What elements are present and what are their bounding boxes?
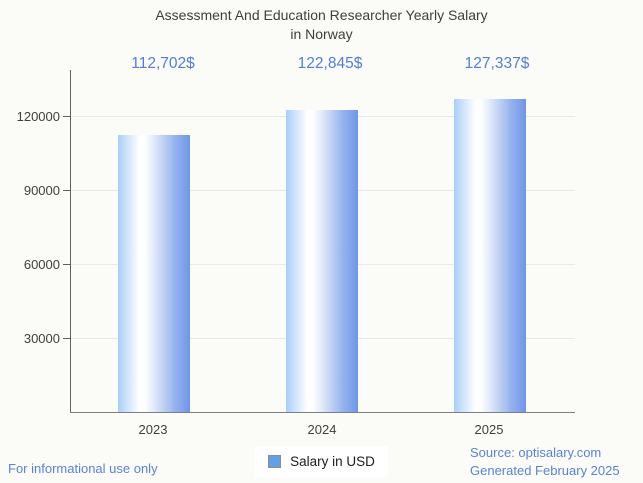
y-tick-label-60000: 60000 [23,256,60,272]
y-axis-line [70,70,71,413]
x-tick-label-2024: 2024 [307,422,337,437]
chart-title-line1: Assessment And Education Researcher Yearly Salary [155,7,488,23]
y-tick-mark [63,338,70,339]
disclaimer-text: For informational use only [8,461,158,476]
bar-2024[interactable] [286,110,358,413]
y-tick-label-120000: 120000 [16,108,60,124]
y-tick-label-90000: 90000 [23,182,60,198]
legend-swatch-icon [268,455,281,468]
bar-2025[interactable] [454,99,526,413]
legend-label: Salary in USD [290,454,375,469]
bar-2023[interactable] [118,135,190,413]
y-tick-mark [63,116,70,117]
source-block [470,444,620,479]
value-label-2024: 122,845$ [297,55,363,72]
x-tick-label-2025: 2025 [474,422,504,437]
x-tick-label-2023: 2023 [138,422,168,437]
value-label-2025: 127,337$ [464,55,530,72]
generated-text: Generated February 2025 [470,462,620,478]
y-tick-mark [63,264,70,265]
value-label-2023: 112,702$ [131,55,195,72]
y-tick-mark [63,190,70,191]
plot-area [16,70,575,413]
source-text: Source: optisalary.com [470,445,602,460]
chart-title [0,6,643,44]
chart-title-line2: in Norway [290,26,353,42]
y-tick-label-30000: 30000 [23,331,60,346]
legend-item-salary [255,446,388,477]
x-axis-line [70,412,575,413]
